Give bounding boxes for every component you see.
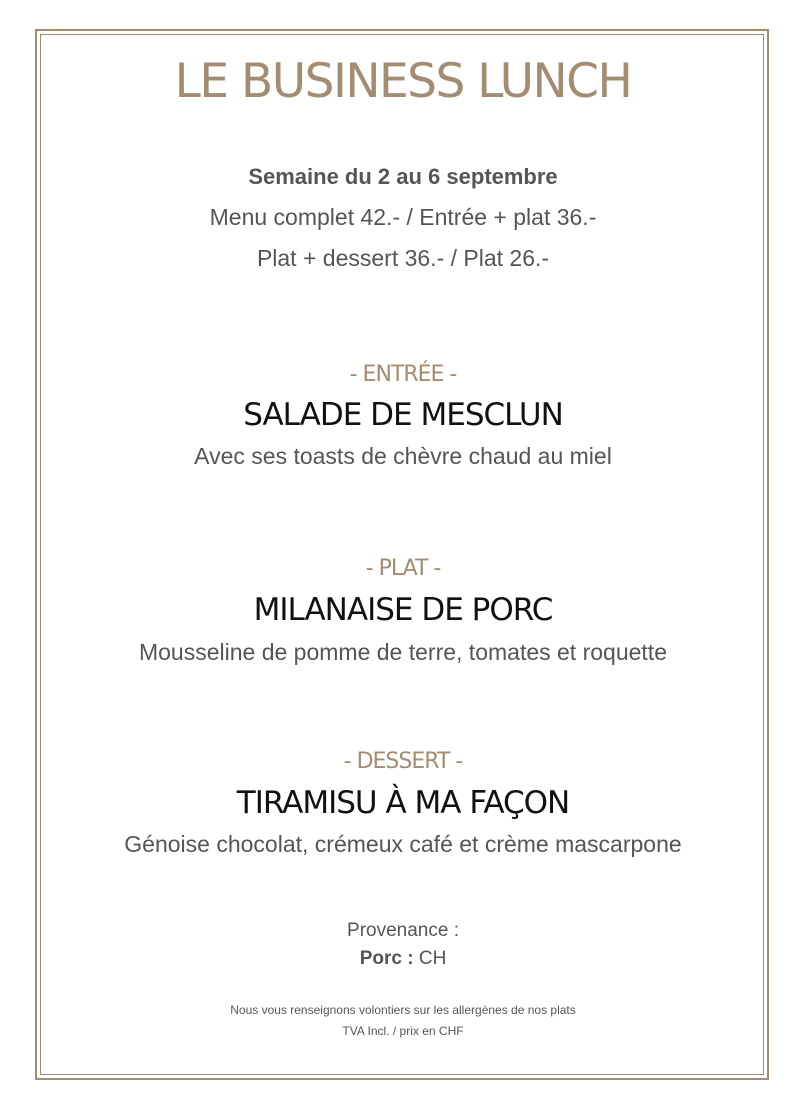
section-label-dessert: - DESSERT - (343, 749, 463, 774)
price-line-1: Menu complet 42.- / Entrée + plat 36.- (209, 204, 597, 230)
section-label-entree: - ENTRÉE - (349, 362, 457, 387)
dish-description-entree: Avec ses toasts de chèvre chaud au miel (194, 443, 612, 469)
dish-name-dessert: TIRAMISU À MA FAÇON (236, 785, 570, 821)
section-label-plat: - PLAT - (365, 556, 441, 581)
dish-description-plat: Mousseline de pomme de terre, tomates et roquette (138, 639, 667, 665)
dish-name-plat: MILANAISE DE PORC (253, 592, 553, 628)
origin-label: Provenance : (347, 920, 459, 941)
dish-name-entree: SALADE DE MESCLUN (243, 397, 563, 433)
dish-description-dessert: Génoise chocolat, crémeux café et crème mascarpone (124, 831, 682, 857)
origin-item-name: Porc : (359, 948, 414, 969)
allergen-note: Nous vous renseignons volontiers sur les allergènes de nos plats (230, 1003, 576, 1017)
tax-note: TVA Incl. / prix en CHF (342, 1024, 464, 1038)
menu-title: LE BUSINESS LUNCH (174, 54, 632, 109)
week-heading: Semaine du 2 au 6 septembre (248, 164, 558, 189)
price-line-2: Plat + dessert 36.- / Plat 26.- (256, 245, 550, 271)
origin-item-value: CH (413, 948, 447, 969)
origin-item (0, 946, 806, 972)
